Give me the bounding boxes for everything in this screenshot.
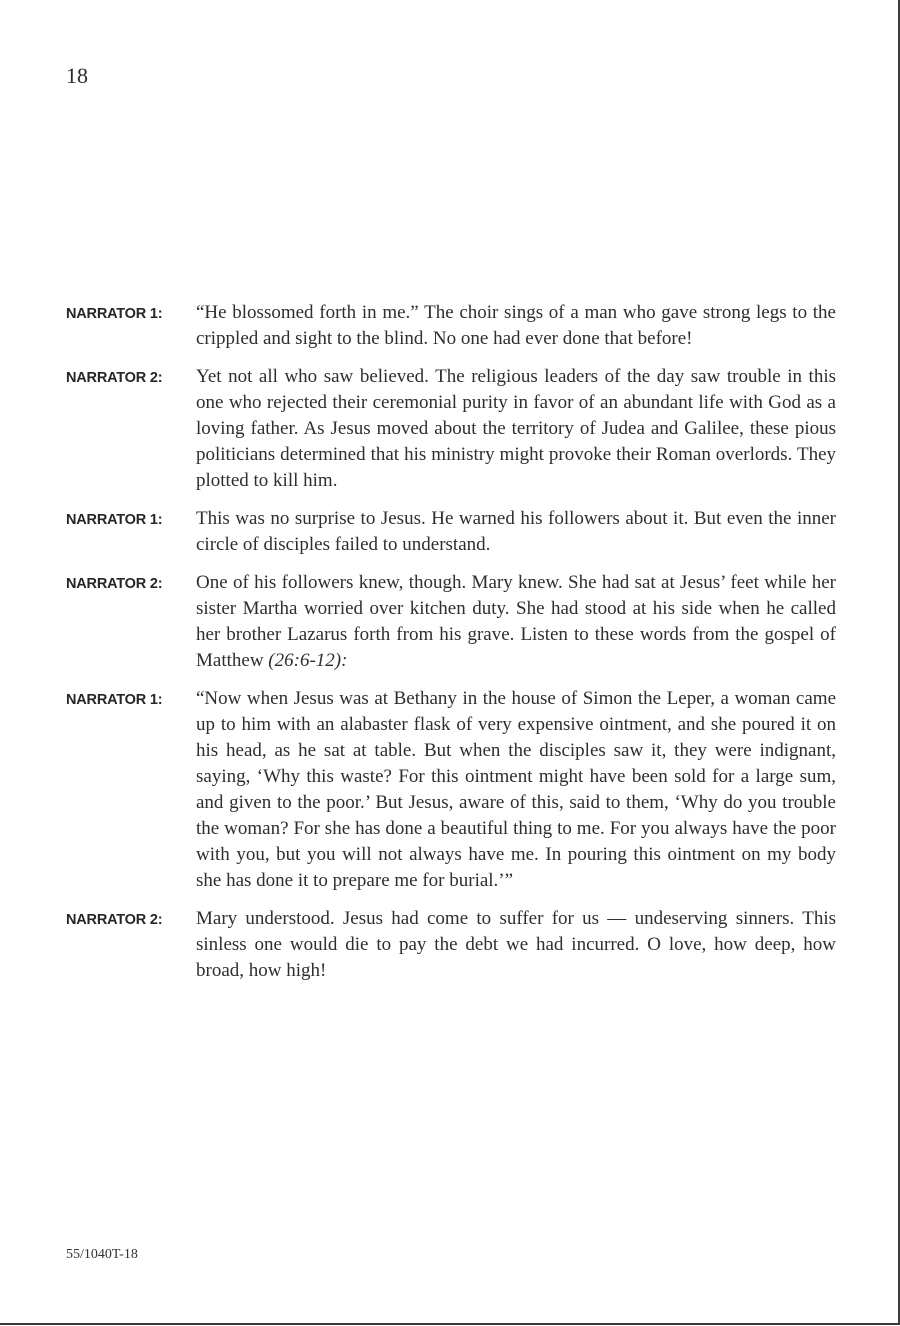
speaker-line	[196, 570, 836, 674]
script-entry	[66, 570, 836, 674]
script-entry	[66, 906, 836, 984]
speaker-line: “Now when Jesus was at Bethany in the house of Simon the Leper, a woman came up to him with an alabaster flask of very expensive ointment, and she poured it on his head, as he sat at table. But when the disciples saw it, they were indignant, saying, ‘Why this waste? For this ointment might have been sold for a large sum, and given to the poor.’ But Jesus, aware of this, said to them, ‘Why do you trouble the woman? For she has done a beautiful thing to me. For you always have the poor with you, but you will not always have me. In pouring this ointment on my body she has done it to prepare me for burial.’”	[196, 688, 836, 891]
scripture-reference: (26:6-12):	[268, 650, 348, 671]
speaker-label: NARRATOR 1:	[66, 692, 163, 708]
script-entry	[66, 686, 836, 894]
script-entry	[66, 506, 836, 558]
speaker-line-text: One of his followers knew, though. Mary knew. She had sat at Jesus’ feet while her sister Martha worried over kitchen duty. She had stood at his side when he called her brother Lazarus forth from his grave. Listen to these words from the gospel of Matthew	[196, 572, 836, 671]
footer-code: 55/1040T-18	[66, 1247, 138, 1262]
speaker-label: NARRATOR 2:	[66, 912, 163, 928]
speaker-label: NARRATOR 1:	[66, 306, 163, 322]
speaker-line: “He blossomed forth in me.” The choir sings of a man who gave strong legs to the crippled and sight to the blind. No one had ever done that before!	[196, 302, 836, 349]
speaker-line: Yet not all who saw believed. The religious leaders of the day saw trouble in this one who rejected their ceremonial purity in favor of an abundant life with God as a loving father. As Jesus moved about the territory of Judea and Galilee, these pious politicians determined that his ministry might provoke their Roman overlords. They plotted to kill him.	[196, 366, 836, 491]
speaker-line: Mary understood. Jesus had come to suffer for us — undeserving sinners. This sinless one would die to pay the debt we had incurred. O love, how deep, how broad, how high!	[196, 908, 836, 981]
script-body	[66, 300, 836, 996]
speaker-line: This was no surprise to Jesus. He warned his followers about it. But even the inner circle of disciples failed to understand.	[196, 508, 836, 555]
speaker-label: NARRATOR 2:	[66, 576, 163, 592]
speaker-label: NARRATOR 1:	[66, 512, 163, 528]
speaker-label: NARRATOR 2:	[66, 370, 163, 386]
page-number: 18	[66, 63, 88, 88]
script-entry	[66, 300, 836, 352]
script-entry	[66, 364, 836, 494]
